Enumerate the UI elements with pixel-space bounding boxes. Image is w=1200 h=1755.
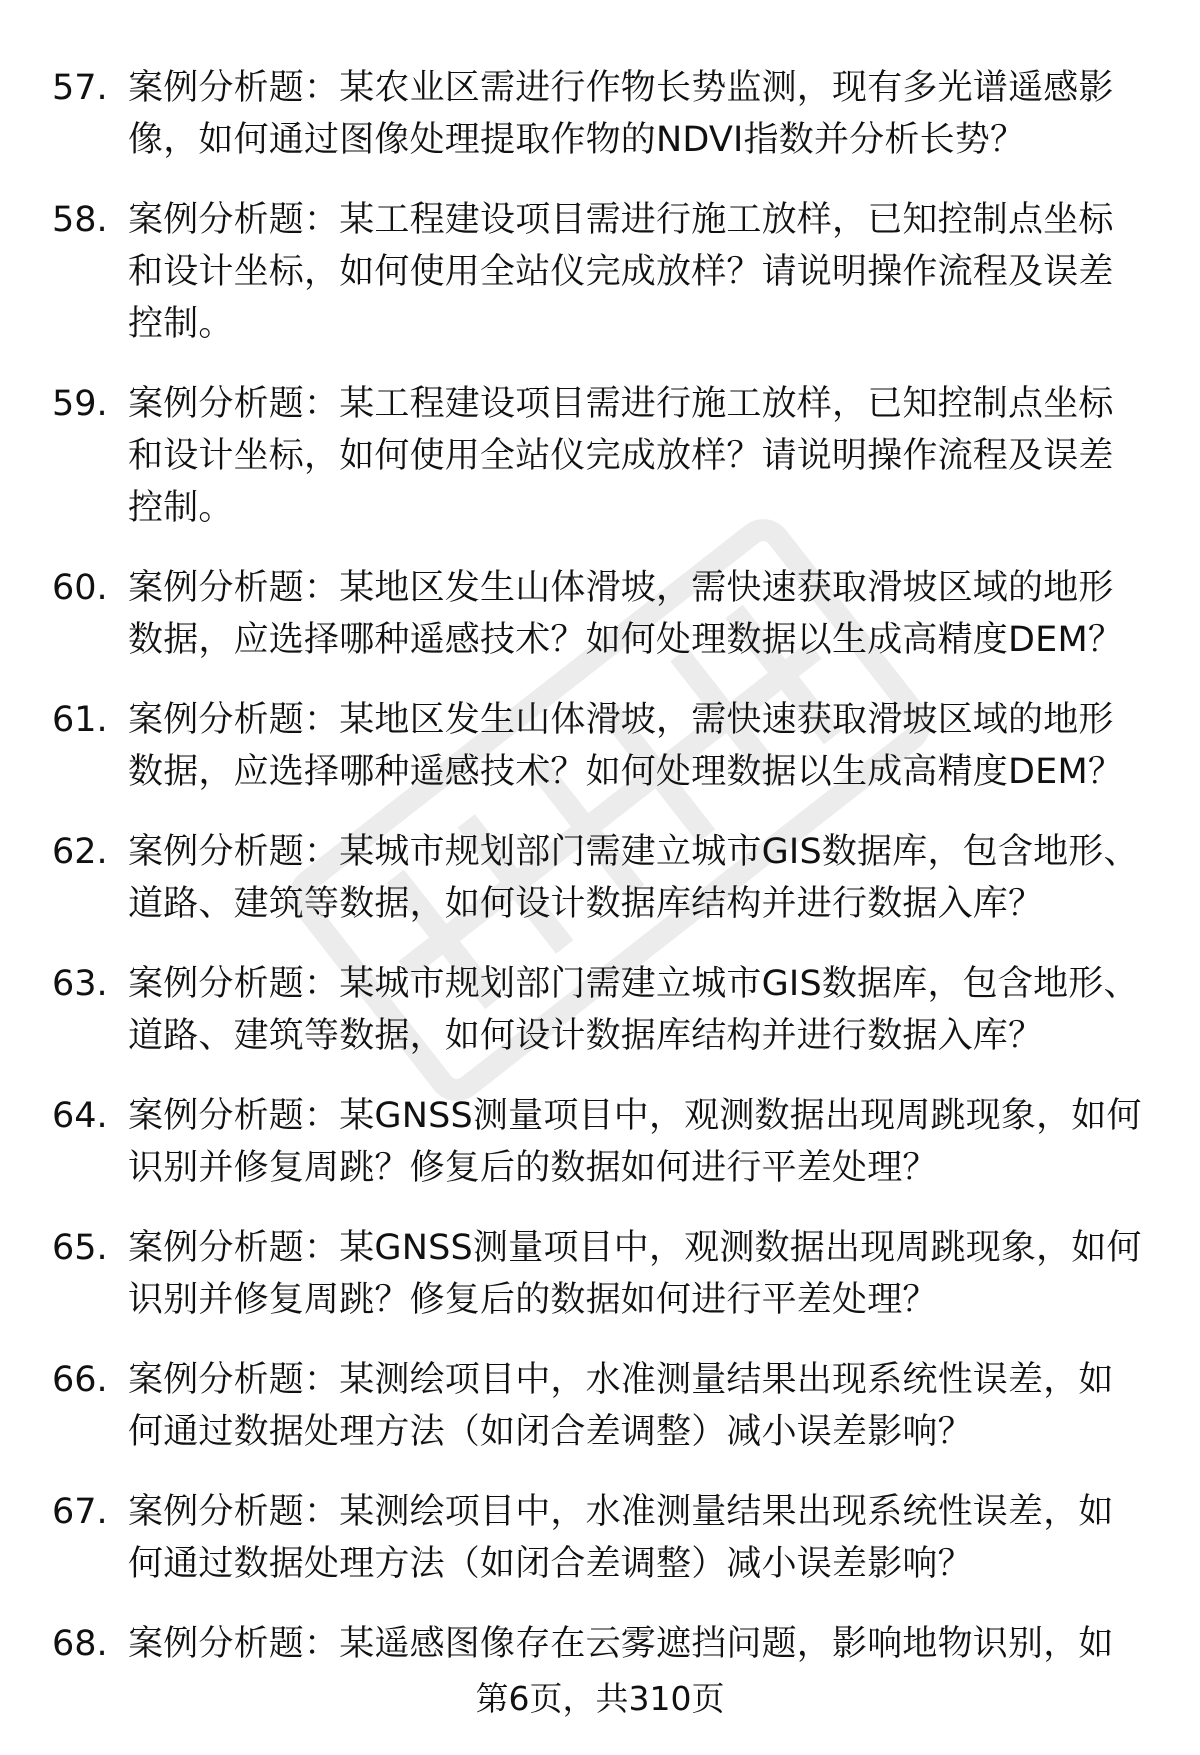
page-indicator: 第6页，共310页 [475, 1679, 725, 1718]
question-text: 案例分析题：某测绘项目中，水准测量结果出现系统性误差，如何通过数据处理方法（如闭合差调整）减小误差影响？ [128, 1360, 1114, 1452]
question-item [52, 1618, 1152, 1670]
question-text: 案例分析题：某测绘项目中，水准测量结果出现系统性误差，如何通过数据处理方法（如闭合差调整）减小误差影响？ [128, 1492, 1114, 1584]
question-number: 68. [52, 1624, 108, 1664]
question-item [52, 958, 1152, 1062]
question-number: 62. [52, 832, 108, 872]
question-text: 案例分析题：某城市规划部门需建立城市GIS数据库，包含地形、道路、建筑等数据，如何设计数据库结构并进行数据入库？ [128, 832, 1139, 924]
question-item [52, 62, 1152, 166]
question-text: 案例分析题：某农业区需进行作物长势监测，现有多光谱遥感影像，如何通过图像处理提取作物的NDVI指数并分析长势？ [128, 68, 1114, 160]
question-text: 案例分析题：某地区发生山体滑坡，需快速获取滑坡区域的地形数据，应选择哪种遥感技术？如何处理数据以生成高精度DEM？ [128, 700, 1124, 792]
question-item [52, 1354, 1152, 1458]
question-item [52, 1222, 1152, 1326]
question-number: 60. [52, 568, 108, 608]
question-number: 65. [52, 1228, 108, 1268]
question-text: 案例分析题：某GNSS测量项目中，观测数据出现周跳现象，如何识别并修复周跳？修复后的数据如何进行平差处理？ [128, 1096, 1142, 1188]
question-number: 59. [52, 384, 108, 424]
question-number: 63. [52, 964, 108, 1004]
question-number: 58. [52, 200, 108, 240]
question-number: 67. [52, 1492, 108, 1532]
question-item [52, 826, 1152, 930]
question-text: 案例分析题：某工程建设项目需进行施工放样，已知控制点坐标和设计坐标，如何使用全站仪完成放样？请说明操作流程及误差控制。 [128, 384, 1114, 528]
question-number: 57. [52, 68, 108, 108]
question-number: 66. [52, 1360, 108, 1400]
question-text: 案例分析题：某城市规划部门需建立城市GIS数据库，包含地形、道路、建筑等数据，如何设计数据库结构并进行数据入库？ [128, 964, 1139, 1056]
question-text: 案例分析题：某GNSS测量项目中，观测数据出现周跳现象，如何识别并修复周跳？修复后的数据如何进行平差处理？ [128, 1228, 1142, 1320]
question-text: 案例分析题：某遥感图像存在云雾遮挡问题，影响地物识别，如 [128, 1624, 1114, 1664]
question-number: 61. [52, 700, 108, 740]
question-item [52, 1090, 1152, 1194]
question-item [52, 694, 1152, 798]
question-number: 64. [52, 1096, 108, 1136]
question-item [52, 562, 1152, 666]
question-item [52, 1486, 1152, 1590]
question-text: 案例分析题：某工程建设项目需进行施工放样，已知控制点坐标和设计坐标，如何使用全站仪完成放样？请说明操作流程及误差控制。 [128, 200, 1114, 344]
question-text: 案例分析题：某地区发生山体滑坡，需快速获取滑坡区域的地形数据，应选择哪种遥感技术？如何处理数据以生成高精度DEM？ [128, 568, 1124, 660]
question-item [52, 378, 1152, 534]
question-item [52, 194, 1152, 350]
question-list [52, 62, 1152, 1698]
